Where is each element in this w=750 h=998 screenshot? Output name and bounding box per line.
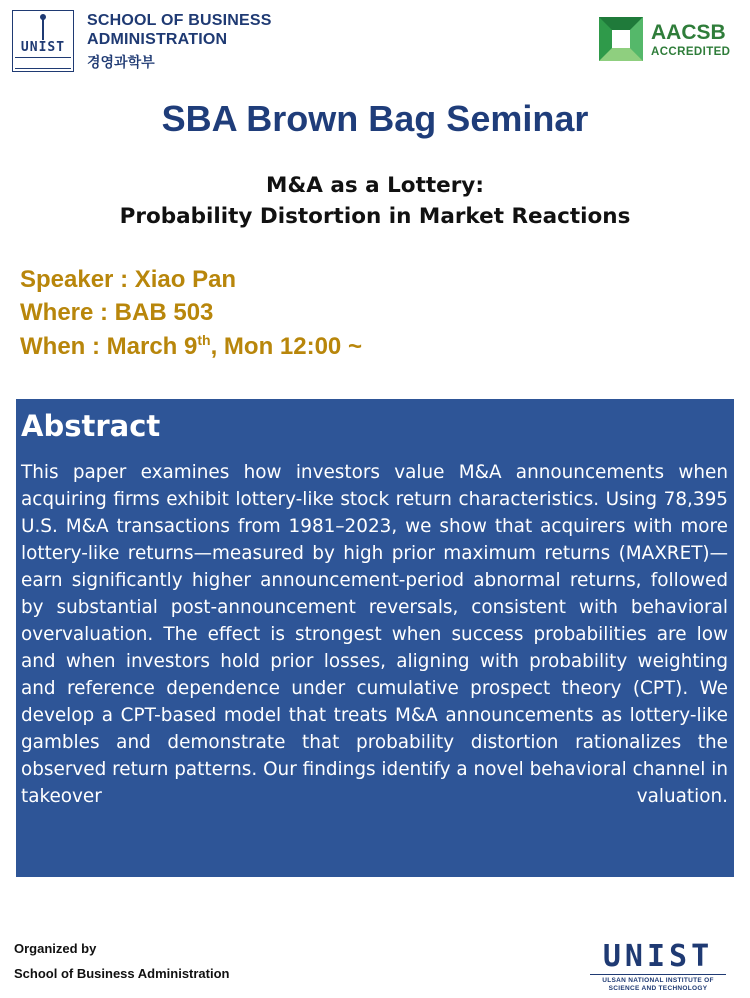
aacsb-name: AACSB xyxy=(651,21,726,44)
organizer-name: School of Business Administration xyxy=(14,966,230,981)
when-suffix: , Mon 12:00 ~ xyxy=(210,333,362,360)
abstract-body: This paper examines how investors value M&A announcements when acquiring firms exhibit lottery-like stock return characteristics. Using 78,395 U.S. M&A transactions from 1981–2023, we show that acquirers with more lottery-like returns—measured by high prior maximum returns (MAXRET)—earn significantly higher announcement-period abnormal returns, followed by substantial post-announcement reversals, consistent with behavioral overvaluation. The effect is strongest when success probabilities are low and when investors hold prior losses, aligning with probability weighting and reference dependence under cumulative prospect theory (CPT). We develop a CPT-based model that treats M&A announcements as lottery-like gambles and demonstrate that probability distortion rationalizes the observed return patterns. Our findings identify a novel behavioral channel in takeover valuation. xyxy=(21,462,728,807)
seminar-title: SBA Brown Bag Seminar xyxy=(161,98,589,139)
aacsb-status: ACCREDITED xyxy=(651,46,731,58)
unist-footer-logo xyxy=(590,939,726,993)
organized-by-label: Organized by xyxy=(14,941,97,956)
school-name xyxy=(87,11,272,49)
paper-title-line2: Probability Distortion in Market Reactions xyxy=(119,204,631,229)
unist-footer-line2: SCIENCE AND TECHNOLOGY xyxy=(608,985,708,992)
unist-logo-wordmark: UNIST xyxy=(20,40,66,55)
abstract-panel xyxy=(16,399,734,877)
when-ordinal: th xyxy=(197,332,211,348)
when-line xyxy=(20,332,362,361)
when-prefix: When : March 9 xyxy=(20,333,198,360)
school-name-line2: ADMINISTRATION xyxy=(87,31,228,48)
unist-footer-wordmark: UNIST xyxy=(602,939,714,974)
where-line: Where : BAB 503 xyxy=(20,299,214,326)
aacsb-logo-icon xyxy=(599,17,643,61)
school-name-korean: 경영과학부 xyxy=(87,55,155,71)
unist-footer-fullname xyxy=(590,974,726,993)
logo-rule xyxy=(15,57,71,69)
unist-logo-box xyxy=(12,10,74,72)
logo-stem-icon xyxy=(42,18,44,40)
paper-title-line1: M&A as a Lottery: xyxy=(266,173,484,198)
speaker-line: Speaker : Xiao Pan xyxy=(20,266,237,293)
paper-title xyxy=(0,170,750,232)
abstract-heading: Abstract xyxy=(21,409,161,443)
unist-footer-line1: ULSAN NATIONAL INSTITUTE OF xyxy=(602,977,714,984)
school-name-line1: SCHOOL OF BUSINESS xyxy=(87,12,272,29)
